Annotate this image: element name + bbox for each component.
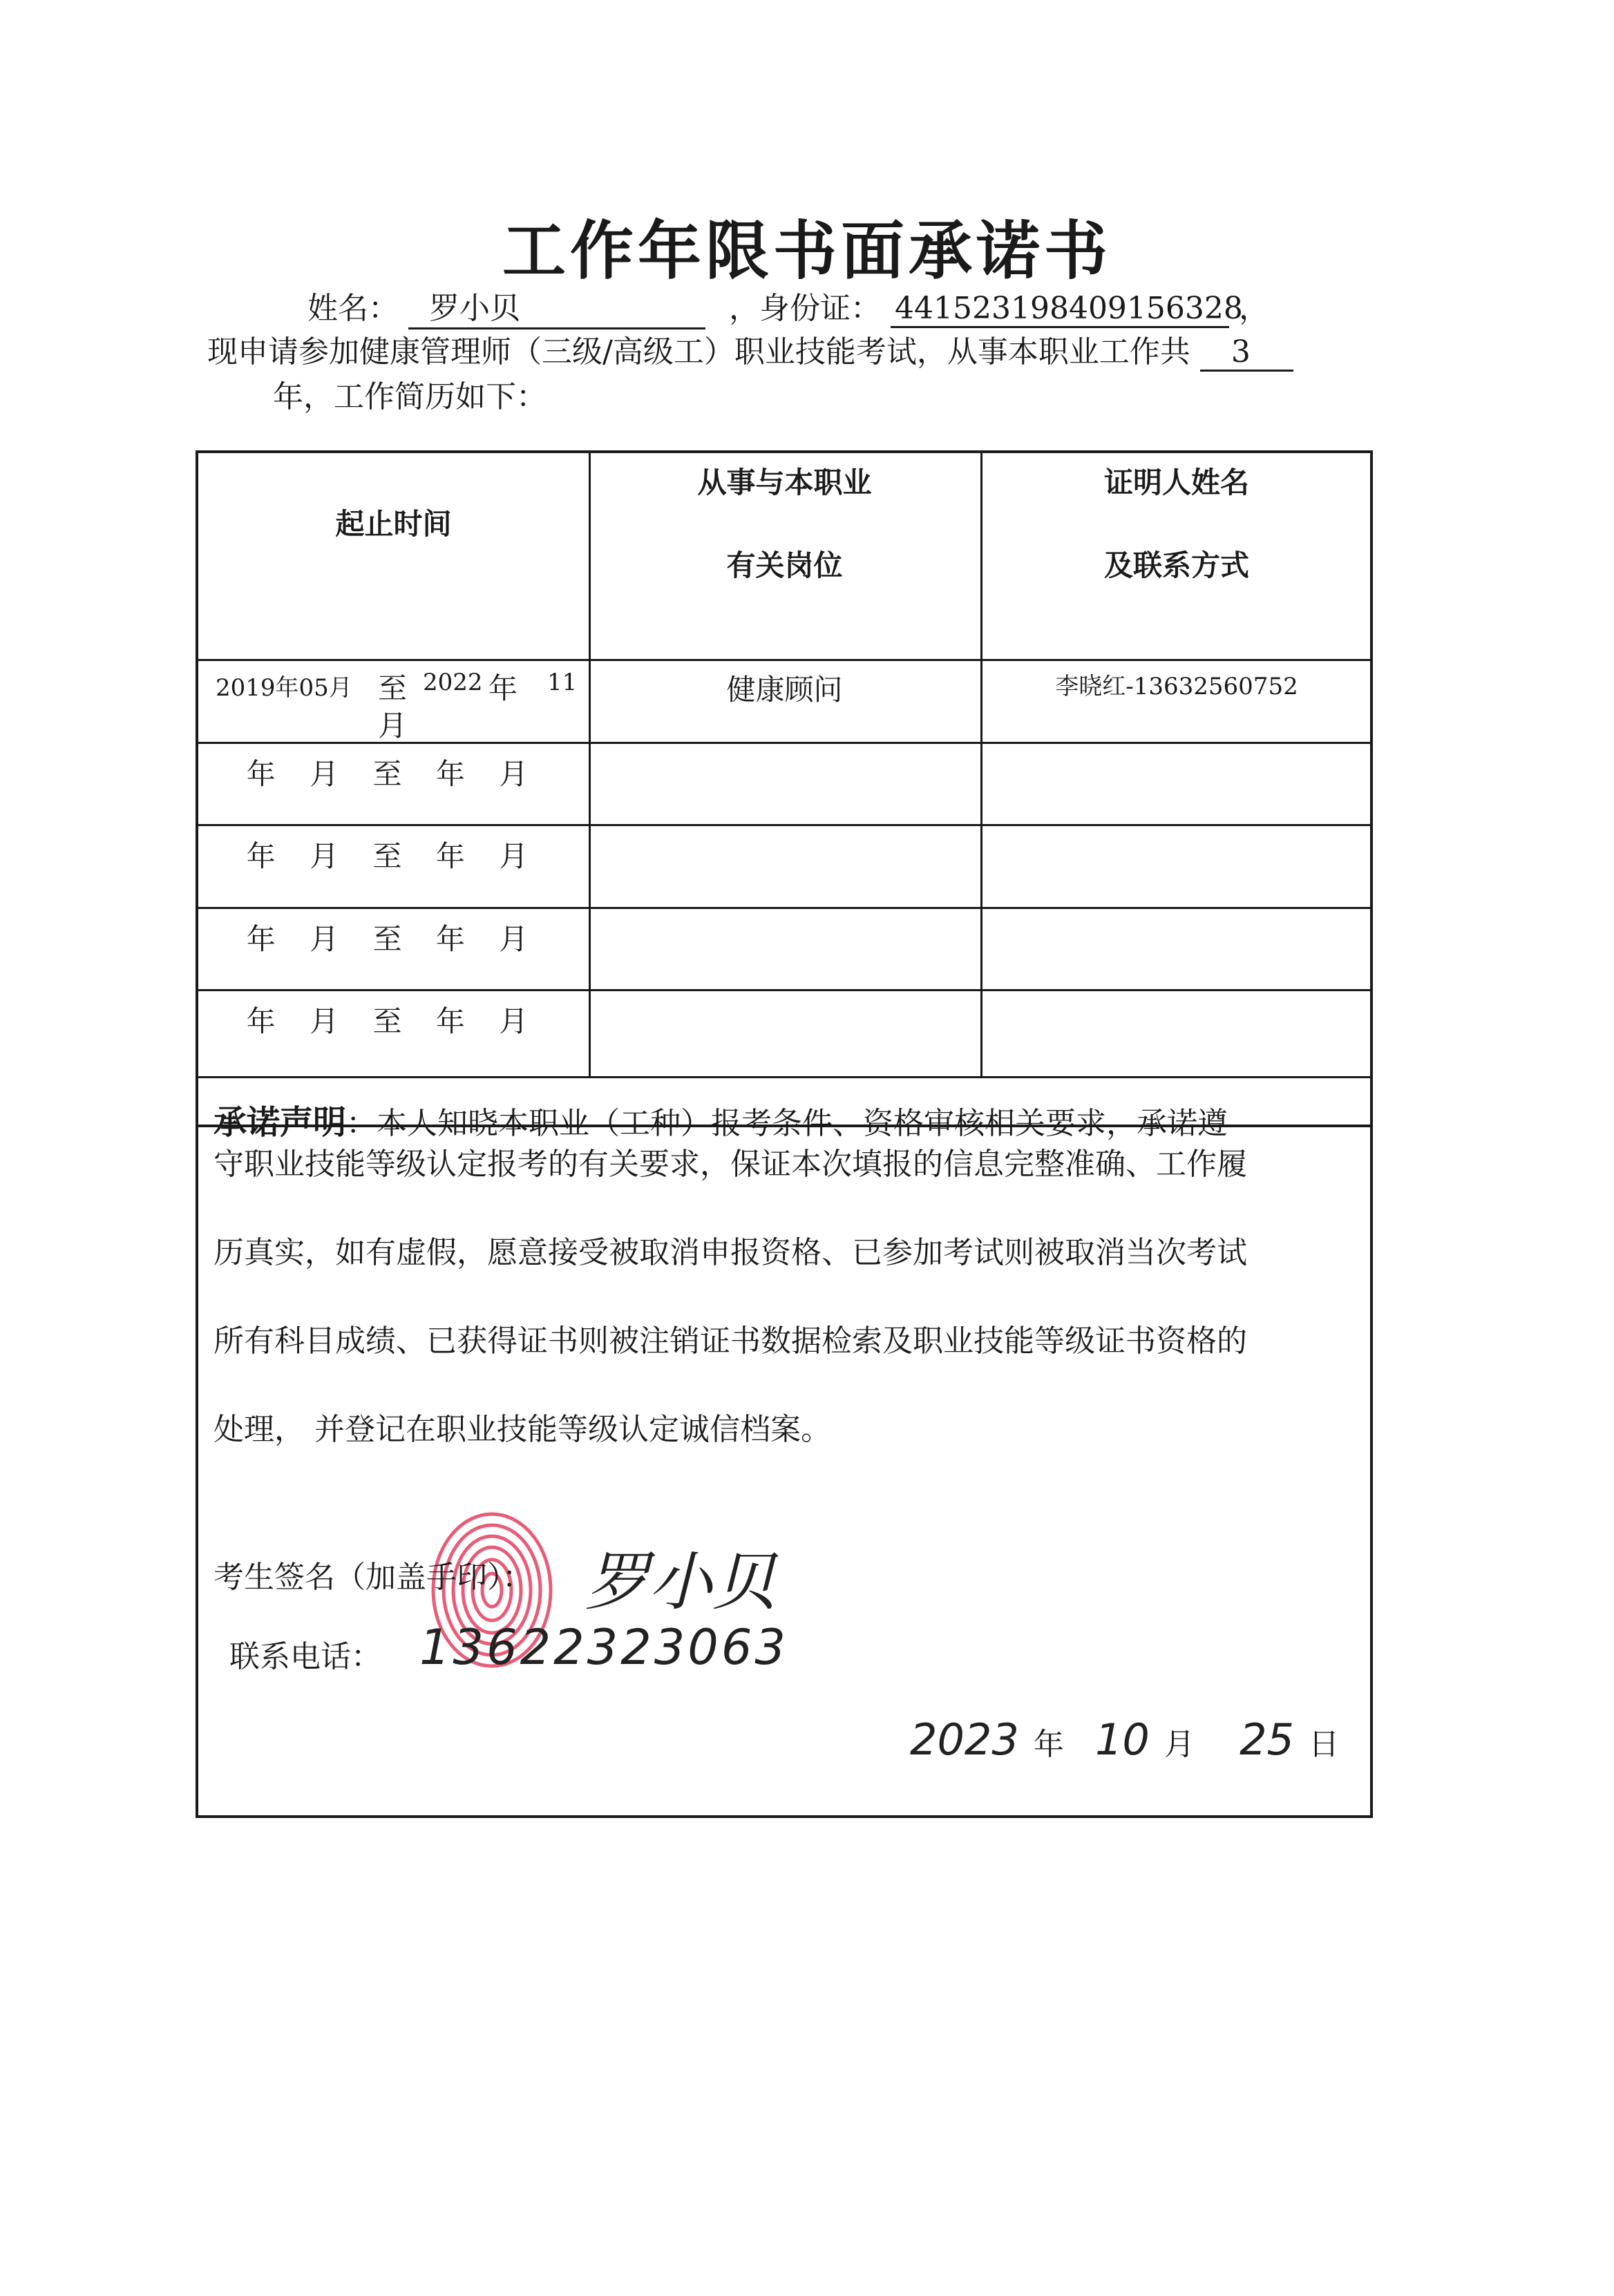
row3-period: 年 月 至 年 月 xyxy=(246,839,541,873)
header-position-line1: 从事与本职业 xyxy=(697,466,872,499)
years-field[interactable]: 3 xyxy=(1200,334,1293,372)
declaration-line1: ：本人知晓本职业（工种）报考条件、资格审核相关要求，承诺遵 xyxy=(346,1106,1228,1141)
id-field[interactable]: 441523198409156328 xyxy=(891,291,1229,328)
name-line xyxy=(307,283,1269,329)
date-month-char: 月 xyxy=(1164,1727,1195,1762)
header-contact-line1: 证明人姓名 xyxy=(1103,466,1249,499)
row1-contact: 李晓红-13632560752 xyxy=(1055,673,1298,700)
signature-date xyxy=(910,1714,1339,1765)
date-month[interactable]: 10 xyxy=(1094,1714,1150,1765)
declaration-line3: 历真实，如有虚假，愿意接受被取消申报资格、已参加考试则被取消当次考试 xyxy=(213,1235,1247,1270)
row-divider xyxy=(198,742,1370,744)
declaration-line5: 处理， 并登记在职业技能等级认定诚信档案。 xyxy=(213,1412,831,1447)
declaration-line4: 所有科目成绩、已获得证书则被注销证书数据检索及职业技能等级证书资格的 xyxy=(213,1323,1247,1359)
row-divider xyxy=(198,989,1370,991)
header-contact-line2: 及联系方式 xyxy=(1103,548,1249,582)
declaration-heading: 承诺声明 xyxy=(213,1103,347,1142)
phone-label: 联系电话： xyxy=(229,1639,381,1674)
row4-period: 年 月 至 年 月 xyxy=(246,922,541,956)
id-label: ，身份证： xyxy=(729,291,881,326)
name-label: 姓名： xyxy=(307,291,399,326)
header-period: 起止时间 xyxy=(335,507,452,541)
phone-value[interactable]: 13622323063 xyxy=(419,1619,788,1676)
row1-end-year: 2022 xyxy=(423,669,483,696)
application-line xyxy=(207,327,1293,372)
date-day-char: 日 xyxy=(1309,1727,1340,1762)
row-divider xyxy=(198,659,1370,661)
declaration-body xyxy=(213,1120,1247,1474)
declaration-box xyxy=(196,1127,1373,1818)
row1-year-char: 年 xyxy=(488,671,518,705)
signature-value[interactable]: 罗小贝 xyxy=(585,1545,777,1619)
declaration-line2: 守职业技能等级认定报考的有关要求，保证本次填报的信息完整准确、工作履 xyxy=(213,1147,1247,1182)
date-year-char: 年 xyxy=(1033,1727,1064,1762)
row-divider xyxy=(198,824,1370,826)
work-history-table xyxy=(196,450,1373,1142)
row5-period: 年 月 至 年 月 xyxy=(246,1004,541,1038)
row1-to: 至 xyxy=(378,671,408,705)
date-year[interactable]: 2023 xyxy=(910,1714,1019,1765)
application-text: 现申请参加健康管理师（三级/高级工）职业技能考试，从事本职业工作共 xyxy=(207,334,1190,370)
name-field[interactable]: 罗小贝 xyxy=(408,283,705,329)
row2-period: 年 月 至 年 月 xyxy=(246,757,541,791)
document-title: 工作年限书面承诺书 xyxy=(502,214,1112,288)
id-suffix: ， xyxy=(1239,291,1269,326)
header-position-line2: 有关岗位 xyxy=(726,548,843,582)
row1-start: 2019年05月 xyxy=(216,674,352,702)
date-day[interactable]: 25 xyxy=(1240,1714,1294,1765)
signature-label: 考生签名（加盖手印）： xyxy=(213,1560,533,1595)
resume-intro: 年，工作简历如下： xyxy=(273,379,547,414)
row1-position: 健康顾问 xyxy=(726,673,843,707)
row1-month-char: 月 xyxy=(378,709,408,743)
row1-end-month: 11 xyxy=(547,669,578,696)
row-divider xyxy=(198,907,1370,909)
